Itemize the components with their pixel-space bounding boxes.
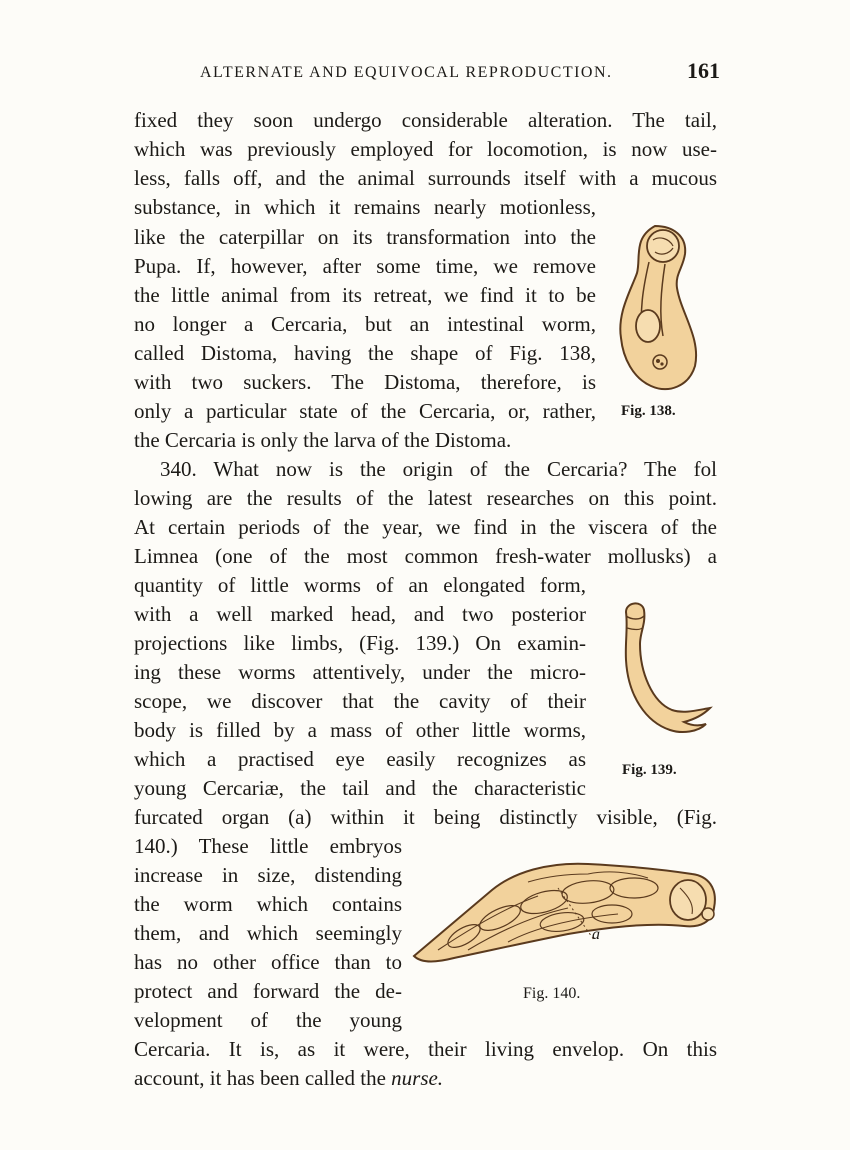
text-line: furcated organ (a) within it being distinctly visible, (Fig. bbox=[134, 805, 717, 829]
figure-140-nurse bbox=[408, 852, 720, 970]
text-line: which a practised eye easily recognizes as bbox=[134, 747, 586, 771]
figure-138-caption: Fig. 138. bbox=[621, 403, 676, 419]
page-header bbox=[200, 58, 720, 88]
text-line: scope, we discover that the cavity of their bbox=[134, 689, 586, 713]
text-line: only a particular state of the Cercaria, or, rather, bbox=[134, 399, 596, 423]
text-line: protect and forward the de- bbox=[134, 979, 402, 1003]
figure-140-label-a: a bbox=[592, 926, 600, 943]
text-line: velopment of the young bbox=[134, 1008, 402, 1032]
text-line: the little animal from its retreat, we find it to be bbox=[134, 283, 596, 307]
figure-140-caption: Fig. 140. bbox=[523, 985, 581, 1002]
text-line: the Cercaria is only the larva of the Distoma. bbox=[134, 428, 512, 452]
text-line bbox=[134, 1064, 443, 1092]
text-line: them, and which seemingly bbox=[134, 921, 402, 945]
text-line: body is filled by a mass of other little worms, bbox=[134, 718, 586, 742]
text-line: the worm which contains bbox=[134, 892, 402, 916]
text-line: no longer a Cercaria, but an intestinal worm, bbox=[134, 312, 596, 336]
text-line: which was previously employed for locomotion, is now use- bbox=[134, 137, 717, 161]
text-line: young Cercariæ, the tail and the characteristic bbox=[134, 776, 586, 800]
text-line: At certain periods of the year, we find in the viscera of the bbox=[134, 515, 717, 539]
text-line: 340. What now is the origin of the Cercaria? The fol bbox=[160, 457, 717, 481]
text-line: with a well marked head, and two posterior bbox=[134, 602, 586, 626]
text-line: lowing are the results of the latest researches on this point. bbox=[134, 486, 717, 510]
text-line: substance, in which it remains nearly motionless, bbox=[134, 195, 596, 219]
page-number: 161 bbox=[687, 58, 720, 83]
text-line: called Distoma, having the shape of Fig. 138, bbox=[134, 341, 596, 365]
text-line: Pupa. If, however, after some time, we remove bbox=[134, 254, 596, 278]
text-line: ing these worms attentively, under the micro- bbox=[134, 660, 586, 684]
figure-139-worm bbox=[612, 598, 718, 748]
text-line: less, falls off, and the animal surrounds itself with a mucous bbox=[134, 166, 717, 190]
figure-138-distoma bbox=[603, 218, 703, 398]
text-line: 140.) These little embryos bbox=[134, 834, 402, 858]
text-line: fixed they soon undergo considerable alteration. The tail, bbox=[134, 108, 717, 132]
text-line-lead: account, it has been called the bbox=[134, 1066, 392, 1090]
figure-139-caption: Fig. 139. bbox=[622, 762, 677, 778]
text-line: quantity of little worms of an elongated form, bbox=[134, 573, 586, 597]
text-line: Limnea (one of the most common fresh-water mollusks) a bbox=[134, 544, 717, 568]
text-line: like the caterpillar on its transformation into the bbox=[134, 225, 596, 249]
running-title: ALTERNATE AND EQUIVOCAL REPRODUCTION. bbox=[200, 64, 613, 81]
text-line: with two suckers. The Distoma, therefore, is bbox=[134, 370, 596, 394]
text-line: Cercaria. It is, as it were, their living envelop. On this bbox=[134, 1037, 717, 1061]
text-line: has no other office than to bbox=[134, 950, 402, 974]
italic-word: nurse. bbox=[391, 1066, 444, 1090]
text-line: increase in size, distending bbox=[134, 863, 402, 887]
text-line: projections like limbs, (Fig. 139.) On examin- bbox=[134, 631, 586, 655]
